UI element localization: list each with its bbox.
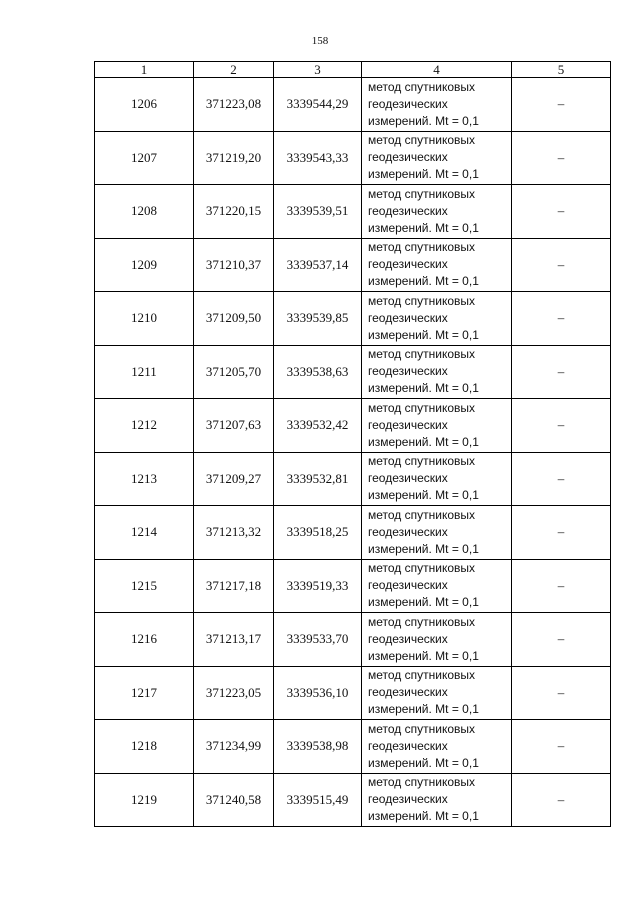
y-coordinate-cell: 3339537,14 [274, 238, 362, 292]
method-line: геодезических [368, 150, 448, 165]
method-line: геодезических [368, 738, 448, 753]
y-coordinate-cell: 3339518,25 [274, 506, 362, 560]
method-line: геодезических [368, 417, 448, 432]
x-coordinate-cell: 371223,05 [194, 666, 274, 720]
column-header-3: 3 [274, 62, 362, 78]
point-number-cell: 1215 [95, 559, 194, 613]
method-line: метод спутниковых [368, 614, 476, 629]
method-cell [362, 185, 512, 239]
x-coordinate-cell: 371205,70 [194, 345, 274, 399]
table-row [95, 559, 611, 613]
point-number-cell: 1209 [95, 238, 194, 292]
method-cell [362, 506, 512, 560]
y-coordinate-cell: 3339515,49 [274, 773, 362, 827]
header-row [95, 62, 611, 78]
point-number-cell: 1219 [95, 773, 194, 827]
table-row [95, 720, 611, 774]
method-line: метод спутниковых [368, 186, 476, 201]
y-coordinate-cell: 3339533,70 [274, 613, 362, 667]
method-line: измерений. Mt = 0,1 [368, 113, 479, 128]
note-cell: – [512, 666, 611, 720]
table-row [95, 452, 611, 506]
point-number-cell: 1211 [95, 345, 194, 399]
method-line: геодезических [368, 685, 448, 700]
x-coordinate-cell: 371240,58 [194, 773, 274, 827]
table-row [95, 345, 611, 399]
x-coordinate-cell: 371209,50 [194, 292, 274, 346]
y-coordinate-cell: 3339532,81 [274, 452, 362, 506]
table-body [95, 78, 611, 827]
x-coordinate-cell: 371207,63 [194, 399, 274, 453]
method-cell [362, 131, 512, 185]
y-coordinate-cell: 3339536,10 [274, 666, 362, 720]
method-line: геодезических [368, 203, 448, 218]
x-coordinate-cell: 371220,15 [194, 185, 274, 239]
method-line: метод спутниковых [368, 347, 476, 362]
method-line: геодезических [368, 471, 448, 486]
point-number-cell: 1218 [95, 720, 194, 774]
method-cell [362, 720, 512, 774]
method-line: измерений. Mt = 0,1 [368, 167, 479, 182]
table-row [95, 78, 611, 132]
y-coordinate-cell: 3339532,42 [274, 399, 362, 453]
note-cell: – [512, 613, 611, 667]
y-coordinate-cell: 3339539,85 [274, 292, 362, 346]
point-number-cell: 1213 [95, 452, 194, 506]
y-coordinate-cell: 3339543,33 [274, 131, 362, 185]
method-line: метод спутниковых [368, 133, 476, 148]
x-coordinate-cell: 371217,18 [194, 559, 274, 613]
x-coordinate-cell: 371223,08 [194, 78, 274, 132]
method-line: измерений. Mt = 0,1 [368, 755, 479, 770]
method-line: метод спутниковых [368, 454, 476, 469]
method-line: метод спутниковых [368, 240, 476, 255]
note-cell: – [512, 773, 611, 827]
y-coordinate-cell: 3339538,63 [274, 345, 362, 399]
x-coordinate-cell: 371209,27 [194, 452, 274, 506]
method-line: геодезических [368, 96, 448, 111]
method-line: измерений. Mt = 0,1 [368, 648, 479, 663]
method-line: измерений. Mt = 0,1 [368, 220, 479, 235]
point-number-cell: 1214 [95, 506, 194, 560]
method-cell [362, 78, 512, 132]
point-number-cell: 1212 [95, 399, 194, 453]
method-line: геодезических [368, 364, 448, 379]
method-line: метод спутниковых [368, 775, 476, 790]
table-row [95, 292, 611, 346]
method-line: метод спутниковых [368, 79, 476, 94]
method-line: метод спутниковых [368, 721, 476, 736]
method-line: измерений. Mt = 0,1 [368, 488, 479, 503]
column-header-2: 2 [194, 62, 274, 78]
note-cell: – [512, 506, 611, 560]
method-line: измерений. Mt = 0,1 [368, 327, 479, 342]
point-number-cell: 1210 [95, 292, 194, 346]
point-number-cell: 1208 [95, 185, 194, 239]
y-coordinate-cell: 3339538,98 [274, 720, 362, 774]
x-coordinate-cell: 371210,37 [194, 238, 274, 292]
method-line: измерений. Mt = 0,1 [368, 434, 479, 449]
note-cell: – [512, 345, 611, 399]
method-cell [362, 292, 512, 346]
table-row [95, 238, 611, 292]
table-header [95, 62, 611, 78]
method-cell [362, 345, 512, 399]
method-cell [362, 399, 512, 453]
method-line: метод спутниковых [368, 668, 476, 683]
table-row [95, 666, 611, 720]
table-row [95, 399, 611, 453]
method-line: метод спутниковых [368, 293, 476, 308]
y-coordinate-cell: 3339519,33 [274, 559, 362, 613]
method-line: геодезических [368, 792, 448, 807]
note-cell: – [512, 452, 611, 506]
page-number: 158 [311, 35, 329, 47]
method-line: геодезических [368, 257, 448, 272]
method-cell [362, 666, 512, 720]
method-line: измерений. Mt = 0,1 [368, 702, 479, 717]
method-line: геодезических [368, 524, 448, 539]
table-row [95, 506, 611, 560]
method-line: геодезических [368, 578, 448, 593]
point-number-cell: 1207 [95, 131, 194, 185]
method-line: метод спутниковых [368, 400, 476, 415]
method-line: геодезических [368, 631, 448, 646]
note-cell: – [512, 78, 611, 132]
table-row [95, 773, 611, 827]
x-coordinate-cell: 371213,17 [194, 613, 274, 667]
x-coordinate-cell: 371213,32 [194, 506, 274, 560]
coordinates-table [94, 61, 611, 827]
y-coordinate-cell: 3339544,29 [274, 78, 362, 132]
note-cell: – [512, 131, 611, 185]
x-coordinate-cell: 371234,99 [194, 720, 274, 774]
column-header-4: 4 [362, 62, 512, 78]
method-line: метод спутниковых [368, 507, 476, 522]
table-row [95, 131, 611, 185]
method-cell [362, 452, 512, 506]
point-number-cell: 1216 [95, 613, 194, 667]
note-cell: – [512, 720, 611, 774]
column-header-5: 5 [512, 62, 611, 78]
note-cell: – [512, 185, 611, 239]
method-cell [362, 559, 512, 613]
method-line: метод спутниковых [368, 561, 476, 576]
method-line: измерений. Mt = 0,1 [368, 595, 479, 610]
note-cell: – [512, 559, 611, 613]
note-cell: – [512, 399, 611, 453]
method-line: измерений. Mt = 0,1 [368, 274, 479, 289]
note-cell: – [512, 238, 611, 292]
x-coordinate-cell: 371219,20 [194, 131, 274, 185]
method-cell [362, 773, 512, 827]
note-cell: – [512, 292, 611, 346]
method-line: измерений. Mt = 0,1 [368, 381, 479, 396]
column-header-1: 1 [95, 62, 194, 78]
y-coordinate-cell: 3339539,51 [274, 185, 362, 239]
point-number-cell: 1206 [95, 78, 194, 132]
method-cell [362, 613, 512, 667]
point-number-cell: 1217 [95, 666, 194, 720]
method-line: измерений. Mt = 0,1 [368, 809, 479, 824]
table-row [95, 613, 611, 667]
method-cell [362, 238, 512, 292]
method-line: измерений. Mt = 0,1 [368, 541, 479, 556]
table-row [95, 185, 611, 239]
method-line: геодезических [368, 310, 448, 325]
